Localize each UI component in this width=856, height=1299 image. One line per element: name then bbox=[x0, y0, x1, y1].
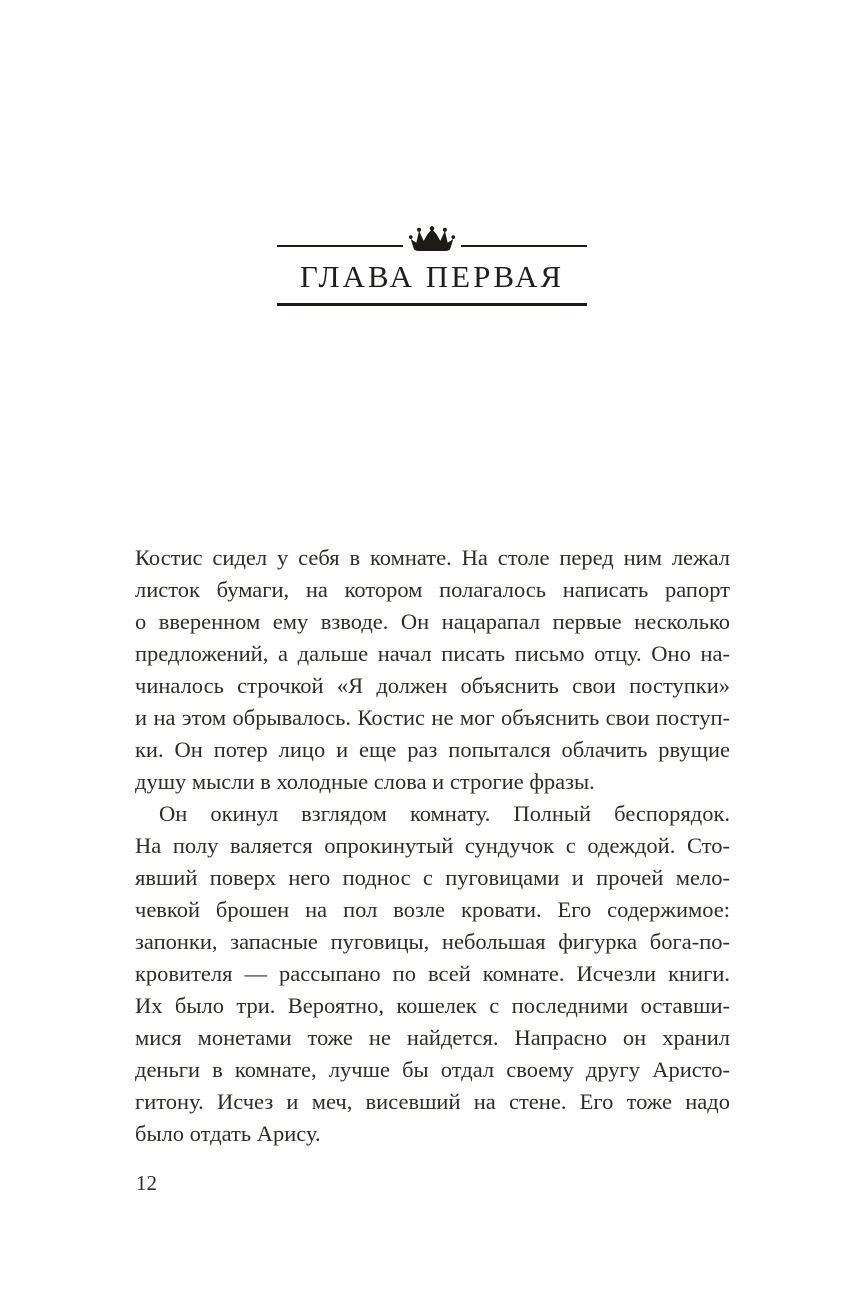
header-rule-right bbox=[461, 245, 587, 248]
body-text-line: предложений, а дальше начал писать письмо отцу. Оно на- bbox=[135, 641, 730, 666]
page-number: 12 bbox=[136, 1171, 157, 1195]
body-text-line: ки. Он потер лицо и еще раз попытался облачить рвущие bbox=[135, 737, 730, 762]
body-text-line: было отдать Арису. bbox=[135, 1121, 321, 1146]
body-text-line: На полу валяется опрокинутый сундучок с одеждой. Сто- bbox=[135, 833, 730, 858]
body-text-line: и на этом обрывалось. Костис не мог объяснить свои поступ- bbox=[135, 705, 730, 730]
body-text-line: листок бумаги, на котором полагалось написать рапорт bbox=[135, 577, 730, 602]
body-text-line: кровителя — рассыпано по всей комнате. Исчезли книги. bbox=[135, 961, 730, 986]
chapter-ornament-row bbox=[277, 226, 587, 252]
body-text bbox=[135, 542, 730, 1150]
chapter-header bbox=[277, 226, 587, 306]
header-rule-left bbox=[277, 245, 403, 248]
body-text-line: чиналось строчкой «Я должен объяснить свои поступки» bbox=[135, 673, 730, 698]
body-text-line: о вверенном ему взводе. Он нацарапал первые несколько bbox=[135, 609, 730, 634]
body-text-line: Костис сидел у себя в комнате. На столе перед ним лежал bbox=[135, 545, 730, 570]
body-text-line: Он окинул взглядом комнату. Полный беспорядок. bbox=[159, 801, 730, 826]
body-text-line: Их было три. Вероятно, кошелек с последними оставши- bbox=[135, 993, 730, 1018]
crown-icon bbox=[408, 226, 456, 252]
body-text-line: явший поверх него поднос с пуговицами и прочей мело- bbox=[135, 865, 730, 890]
chapter-title: ГЛАВА ПЕРВАЯ bbox=[299, 259, 565, 294]
header-rule-bottom bbox=[277, 303, 587, 306]
body-text-line: мися монетами тоже не найдется. Напрасно он хранил bbox=[135, 1025, 730, 1050]
body-text-line: гитону. Исчез и меч, висевший на стене. Его тоже надо bbox=[135, 1089, 730, 1114]
body-text-line: запонки, запасные пуговицы, небольшая фигурка бога-по- bbox=[135, 929, 730, 954]
body-text-line: душу мысли в холодные слова и строгие фразы. bbox=[135, 769, 595, 794]
body-text-line: чевкой брошен на пол возле кровати. Его содержимое: bbox=[135, 897, 730, 922]
body-text-line: деньги в комнате, лучше бы отдал своему другу Аристо- bbox=[135, 1057, 730, 1082]
